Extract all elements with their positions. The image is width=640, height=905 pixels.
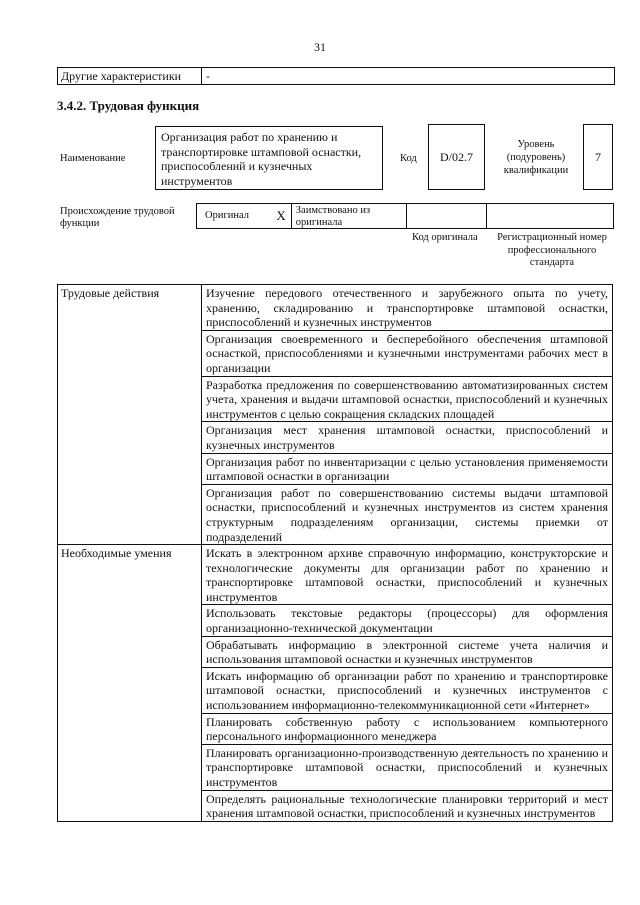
reg-number-label: Регистрационный номер профессионального стандарта	[497, 232, 607, 268]
code-original-cell	[406, 203, 488, 229]
labor-actions-label: Трудовые действия	[58, 285, 202, 545]
code-original-label: Код оригинала	[412, 232, 478, 243]
labor-action-item: Изучение передового отечественного и зарубежного опыта по учету, хранению, складированию и транспортировке штамповой оснастки, приспособлений и кузнечных инструментов	[202, 285, 613, 331]
function-code-box: D/02.7	[428, 124, 485, 190]
original-label: Оригинал	[205, 210, 249, 221]
table-row	[58, 285, 613, 331]
level-box: 7	[583, 124, 613, 190]
code-label: Код	[400, 153, 417, 164]
original-mark: X	[276, 208, 286, 223]
labor-action-item: Организация работ по совершенствованию системы выдачи штамповой оснастки, приспособлений и кузнечных инструментов из систем хранения структурным подразделениям организации, системы приемки от подразделений	[202, 484, 613, 544]
page-number: 31	[314, 40, 326, 54]
other-characteristics-value: -	[206, 69, 210, 83]
required-skill-item: Обрабатывать информацию в электронной системе учета наличия и использования штамповой оснастки и кузнечных инструментов	[202, 636, 613, 667]
labor-action-item: Разработка предложения по совершенствованию автоматизированных систем учета, хранения и выдачи штамповой оснастки, приспособлений и кузнечных инструментов с целью сокращения складских площадей	[202, 376, 613, 422]
labor-action-item: Организация своевременного и бесперебойного обеспечения штамповой оснасткой, приспособлениями и кузнечными инструментами рабочих мест в организации	[202, 330, 613, 376]
required-skill-item: Использовать текстовые редакторы (процессоры) для оформления организационно-технической документации	[202, 605, 613, 636]
other-characteristics-row	[57, 67, 615, 85]
required-skills-label: Необходимые умения	[58, 545, 202, 822]
level-label: Уровень (подуровень) квалификации	[503, 139, 569, 176]
origin-label: Происхождение трудовой функции	[60, 206, 175, 229]
function-details-table	[57, 284, 613, 822]
required-skill-item: Искать в электронном архиве справочную информацию, конструкторские и технологические документы для организации работ по хранению и транспортировке штамповой оснастки, приспособлений и кузнечных инструментов	[202, 545, 613, 605]
section-title: 3.4.2. Трудовая функция	[57, 98, 200, 113]
required-skill-item: Планировать организационно-производственную деятельность по хранению и транспортировке штамповой оснастки, приспособлений и кузнечных инструментов	[202, 744, 613, 790]
original-cell	[196, 203, 292, 229]
required-skill-item: Планировать собственную работу с использованием компьютерного персонального информационного менеджера	[202, 713, 613, 744]
name-label: Наименование	[60, 153, 126, 164]
function-name-box: Организация работ по хранению и транспортировке штамповой оснастки, приспособлений и кузнечных инструментов	[155, 126, 383, 190]
table-row	[58, 545, 613, 605]
required-skill-item: Искать информацию об организации работ по хранению и транспортировке штамповой оснастки, приспособлений и кузнечных инструментов с использованием информационно-телекоммуникационной сети «Интернет»	[202, 667, 613, 713]
origin-row	[196, 203, 614, 229]
labor-action-item: Организация мест хранения штамповой оснастки, приспособлений и кузнечных инструментов	[202, 422, 613, 453]
other-characteristics-label: Другие характеристики	[58, 68, 202, 84]
reg-number-cell	[486, 203, 614, 229]
labor-action-item: Организация работ по инвентаризации с целью установления применяемости штамповой оснастки в организации	[202, 453, 613, 484]
borrowed-cell: Заимствовано из оригинала	[291, 203, 407, 229]
required-skill-item: Определять рациональные технологические планировки территорий и мест хранения штамповой оснастки, приспособлений и кузнечных инструментов	[202, 790, 613, 821]
